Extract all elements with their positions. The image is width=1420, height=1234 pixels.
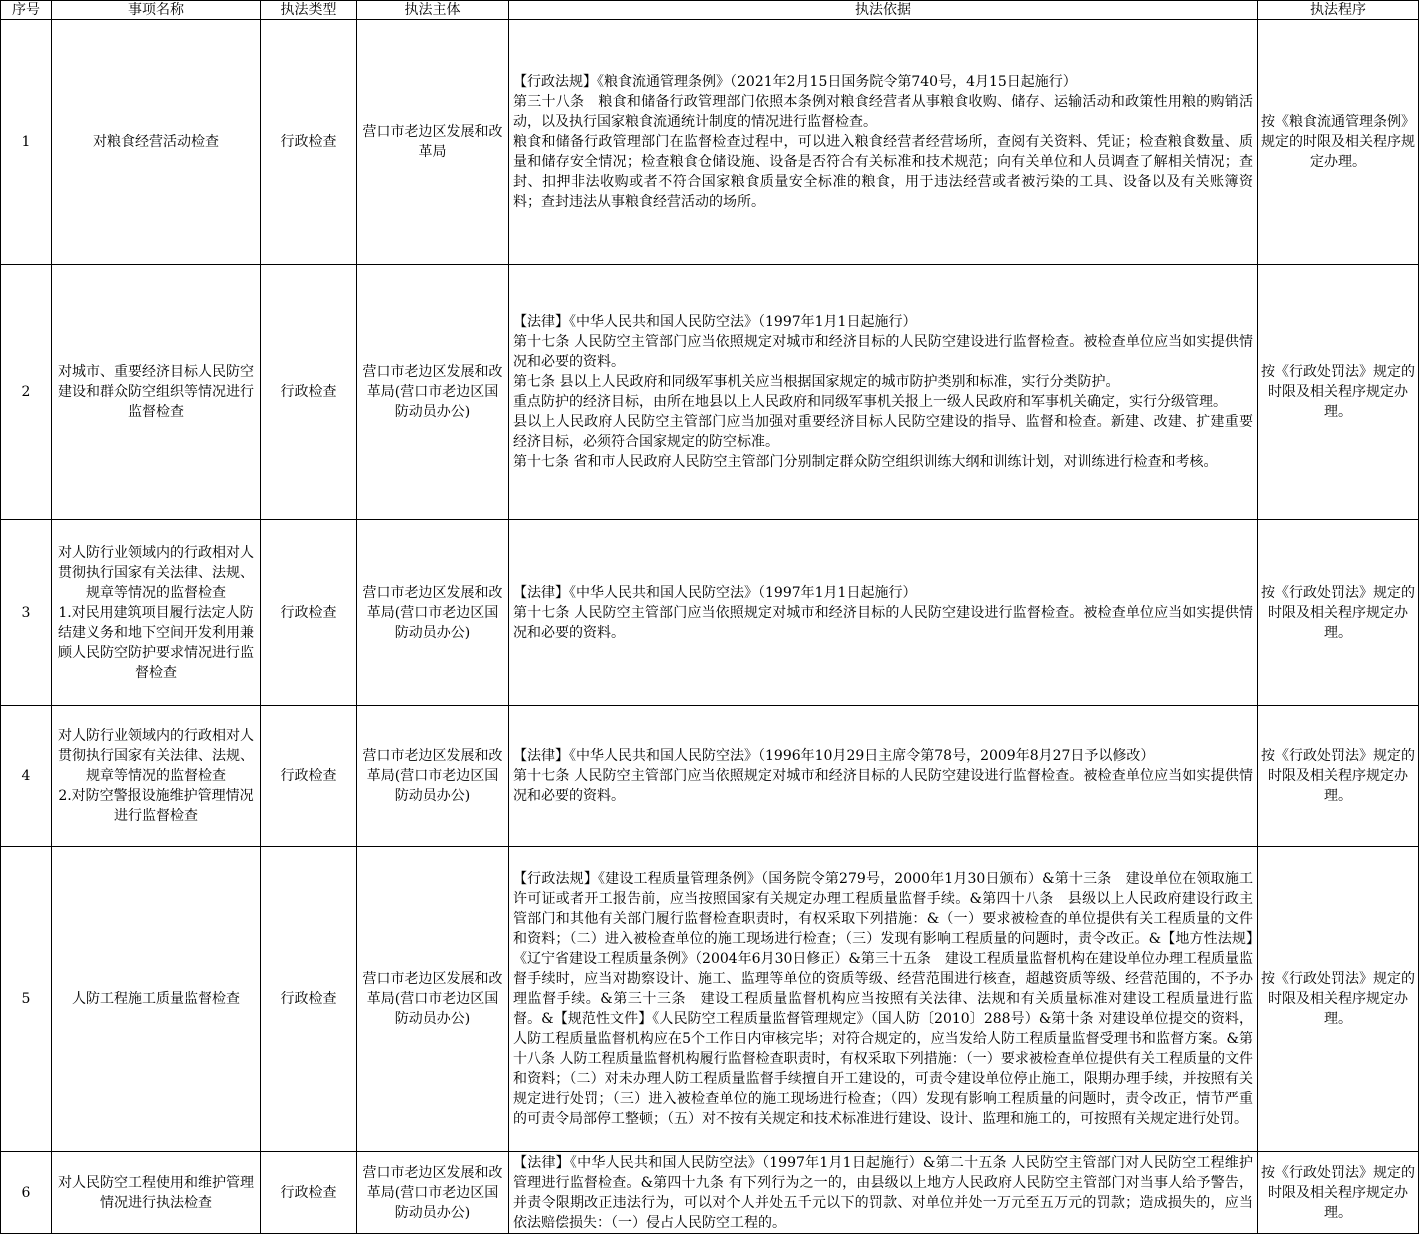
- table-row: [1, 520, 1419, 706]
- table-row: [1, 847, 1419, 1152]
- item-name-line: 对人防行业领域内的行政相对人贯彻执行国家有关法律、法规、规章等情况的监督检查: [58, 728, 254, 784]
- basis-paragraph: 第七条 县以上人民政府和同级军事机关应当根据国家规定的城市防护类别和标准，实行分类防护。: [513, 374, 1120, 390]
- enforcement-subject: 营口市老边区发展和改革局(营口市老边区国防动员办公): [357, 265, 509, 520]
- enforcement-type: 行政检查: [261, 847, 357, 1152]
- header-no: 序号: [1, 1, 52, 20]
- header-name: 事项名称: [52, 1, 261, 20]
- enforcement-procedure: 按《行政处罚法》规定的时限及相关程序规定办理。: [1258, 847, 1419, 1152]
- enforcement-type: 行政检查: [261, 706, 357, 847]
- header-row: [1, 1, 1419, 20]
- item-name: [52, 847, 261, 1152]
- table-row: [1, 265, 1419, 520]
- item-name: [52, 1152, 261, 1234]
- legal-basis: [509, 1152, 1258, 1234]
- enforcement-procedure: 按《行政处罚法》规定的时限及相关程序规定办理。: [1258, 520, 1419, 706]
- legal-basis: [509, 520, 1258, 706]
- row-number: 6: [1, 1152, 52, 1234]
- enforcement-subject: 营口市老边区发展和改革局(营口市老边区国防动员办公): [357, 706, 509, 847]
- basis-paragraph: 粮食和储备行政管理部门在监督检查过程中，可以进入粮食经营者经营场所，查阅有关资料、凭证；检查粮食数量、质量和储存安全情况；检查粮食仓储设施、设备是否符合有关标准和技术规范；向有关单位和人员调查了解相关情况；查封、扣押非法收购或者不符合国家粮食质量安全标准的粮食，用于违法经营或者被污染的工具、设备以及有关账簿资料；查封违法从事粮食经营活动的场所。: [513, 134, 1253, 210]
- enforcement-type: 行政检查: [261, 1152, 357, 1234]
- table-row: [1, 20, 1419, 265]
- header-subject: 执法主体: [357, 1, 509, 20]
- enforcement-subject: 营口市老边区发展和改革局: [357, 20, 509, 265]
- basis-paragraph: 【法律】《中华人民共和国人民防空法》（1997年1月1日起施行）: [513, 314, 917, 330]
- enforcement-type: 行政检查: [261, 265, 357, 520]
- table-row: [1, 706, 1419, 847]
- basis-paragraph: 第十七条 人民防空主管部门应当依照规定对城市和经济目标的人民防空建设进行监督检查。被检查单位应当如实提供情况和必要的资料。: [513, 604, 1253, 641]
- legal-basis: [509, 265, 1258, 520]
- header-procedure: 执法程序: [1258, 1, 1419, 20]
- enforcement-subject: 营口市老边区发展和改革局(营口市老边区国防动员办公): [357, 1152, 509, 1234]
- enforcement-procedure: 按《行政处罚法》规定的时限及相关程序规定办理。: [1258, 1152, 1419, 1234]
- item-name: [52, 20, 261, 265]
- basis-paragraph: 第十七条 人民防空主管部门应当依照规定对城市和经济目标的人民防空建设进行监督检查。被检查单位应当如实提供情况和必要的资料。: [513, 334, 1253, 370]
- enforcement-subject: 营口市老边区发展和改革局(营口市老边区国防动员办公): [357, 520, 509, 706]
- enforcement-procedure: 按《行政处罚法》规定的时限及相关程序规定办理。: [1258, 265, 1419, 520]
- basis-paragraph: 【法律】《中华人民共和国人民防空法》（1996年10月29日主席令第78号，2009年8月27日予以修改）: [513, 748, 1155, 764]
- basis-paragraph: 第十七条 省和市人民政府人民防空主管部门分别制定群众防空组织训练大纲和训练计划，对训练进行检查和考核。: [513, 454, 1218, 470]
- enforcement-type: 行政检查: [261, 20, 357, 265]
- basis-paragraph: 县以上人民政府人民防空主管部门应当加强对重要经济目标人民防空建设的指导、监督和检查。新建、改建、扩建重要经济目标，必须符合国家规定的防空标准。: [513, 414, 1253, 450]
- row-number: 4: [1, 706, 52, 847]
- item-name-line: 对人民防空工程使用和维护管理情况进行执法检查: [58, 1174, 254, 1211]
- enforcement-type: 行政检查: [261, 520, 357, 706]
- legal-basis: [509, 847, 1258, 1152]
- basis-paragraph: 重点防护的经济目标，由所在地县以上人民政府和同级军事机关报上一级人民政府和军事机关确定，实行分级管理。: [513, 394, 1227, 410]
- item-name: [52, 520, 261, 706]
- basis-paragraph: 【法律】《中华人民共和国人民防空法》（1997年1月1日起施行）&第二十五条 人民防空主管部门对人民防空工程维护管理进行监督检查。&第四十九条 有下列行为之一的，由县级以上地方人民政府人民防空主管部门对当事人给予警告，并责令限期改正违法行为，可以对个人并处五千元以下的罚款、对单位并处一万元至五万元的罚款；造成损失的，应当依法赔偿损失：（一）侵占人民防空工程的。: [513, 1154, 1253, 1231]
- item-name: [52, 706, 261, 847]
- row-number: 2: [1, 265, 52, 520]
- header-basis: 执法依据: [509, 1, 1258, 20]
- legal-basis: [509, 706, 1258, 847]
- basis-paragraph: 【行政法规】《粮食流通管理条例》（2021年2月15日国务院令第740号，4月15日起施行）: [513, 74, 1077, 90]
- item-name: [52, 265, 261, 520]
- row-number: 1: [1, 20, 52, 265]
- enforcement-procedure: 按《行政处罚法》规定的时限及相关程序规定办理。: [1258, 706, 1419, 847]
- item-name-line: 人防工程施工质量监督检查: [72, 991, 240, 1007]
- item-name-line: 对人防行业领域内的行政相对人贯彻执行国家有关法律、法规、规章等情况的监督检查: [58, 544, 254, 601]
- table-row: [1, 1152, 1419, 1234]
- header-type: 执法类型: [261, 1, 357, 20]
- row-number: 5: [1, 847, 52, 1152]
- basis-paragraph: 第三十八条 粮食和储备行政管理部门依照本条例对粮食经营者从事粮食收购、储存、运输活动和政策性用粮的购销活动，以及执行国家粮食流通统计制度的情况进行监督检查。: [513, 94, 1253, 130]
- basis-paragraph: 【法律】《中华人民共和国人民防空法》（1997年1月1日起施行）: [513, 584, 917, 601]
- legal-basis: [509, 20, 1258, 265]
- item-name-line: 2.对防空警报设施维护管理情况进行监督检查: [58, 788, 254, 824]
- basis-paragraph: 【行政法规】《建设工程质量管理条例》（国务院令第279号，2000年1月30日颁布）&第十三条 建设单位在领取施工许可证或者开工报告前，应当按照国家有关规定办理工程质量监督手续。&第四十八条 县级以上人民政府建设行政主管部门和其他有关部门履行监督检查职责时，有权采取下列措施：&（一）要求被检查的单位提供有关工程质量的文件和资料；（二）进入被检查单位的施工现场进行检查；（三）发现有影响工程质量的问题时，责令改正。&【地方性法规】《辽宁省建设工程质量条例》（2004年6月30日修正）&第三十五条 建设工程质量监督机构在建设单位办理工程质量监督手续时，应当对勘察设计、施工、监理等单位的资质等级、经营范围进行核查，超越资质等级、经营范围的，不予办理监督手续。&第三十三条 建设工程质量监督机构应当按照有关法律、法规和有关质量标准对建设工程质量进行监督。&【规范性文件】《人民防空工程质量监督管理规定》（国人防〔2010〕288号）&第十条 对建设单位提交的资料，人防工程质量监督机构应在5个工作日内审核完毕；对符合规定的，应当发给人防工程质量监督受理书和监督方案。&第十八条 人防工程质量监督机构履行监督检查职责时，有权采取下列措施：（一）要求被检查单位提供有关工程质量的文件和资料；（二）对未办理人防工程质量监督手续擅自开工建设的，可责令建设单位停止施工，限期办理手续，并按照有关规定进行处罚；（三）进入被检查单位的施工现场进行检查；（四）发现有影响工程质量的问题时，责令改正，情节严重的可责令局部停工整顿；（五）对不按有关规定和技术标准进行建设、设计、监理和施工的，可按照有关规定进行处罚。: [513, 871, 1253, 1127]
- item-name-line: 对粮食经营活动检查: [93, 134, 219, 150]
- basis-paragraph: 第十七条 人民防空主管部门应当依照规定对城市和经济目标的人民防空建设进行监督检查。被检查单位应当如实提供情况和必要的资料。: [513, 768, 1253, 804]
- row-number: 3: [1, 520, 52, 706]
- enforcement-procedure: 按《粮食流通管理条例》规定的时限及相关程序规定办理。: [1258, 20, 1419, 265]
- item-name-line: 1.对民用建筑项目履行法定人防结建义务和地下空间开发利用兼顾人民防空防护要求情况进行监督检查: [58, 604, 254, 681]
- item-name-line: 对城市、重要经济目标人民防空建设和群众防空组织等情况进行监督检查: [58, 364, 254, 420]
- enforcement-subject: 营口市老边区发展和改革局(营口市老边区国防动员办公): [357, 847, 509, 1152]
